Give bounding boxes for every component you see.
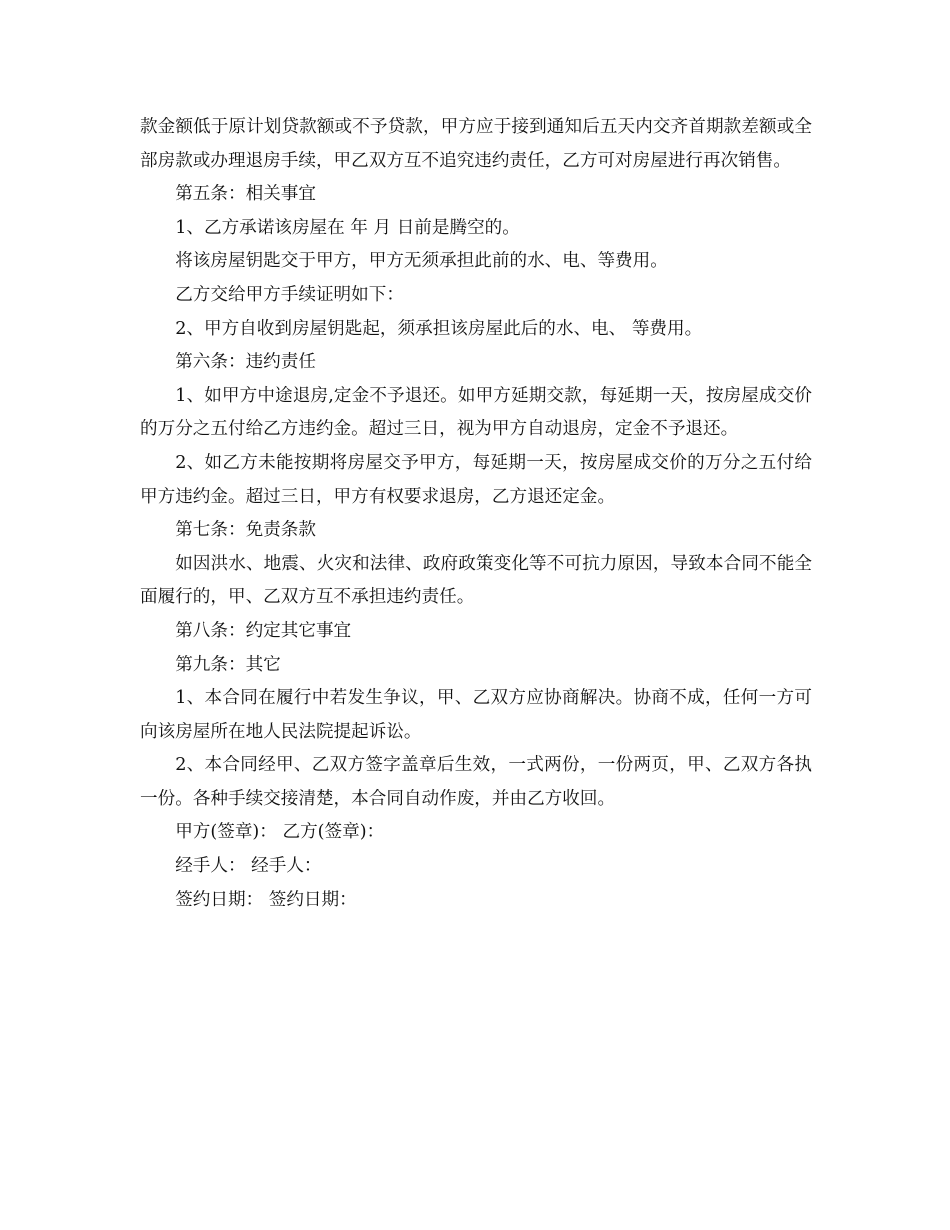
document-body (140, 111, 812, 917)
paragraph-loan-clause-continuation: 款金额低于原计划贷款额或不予贷款，甲方应于接到通知后五天内交齐首期款差额或全部房款或办理退房手续，甲乙双方互不追究违约责任，乙方可对房屋进行再次销售。 (140, 117, 812, 171)
paragraph-article-9-item-2: 2、本合同经甲、乙双方签字盖章后生效，一式两份，一份两页，甲、乙双方各执一份。各种手续交接清楚，本合同自动作废，并由乙方收回。 (140, 755, 812, 809)
heading-article-6: 第六条：违约责任 (175, 352, 316, 373)
heading-article-8: 第八条：约定其它事宜 (175, 620, 352, 641)
paragraph-article-6-item-2: 2、如乙方未能按期将房屋交予甲方，每延期一天，按房屋成交价的万分之五付给甲方违约金。超过三日，甲方有权要求退房，乙方退还定金。 (140, 452, 812, 507)
paragraph-article-5-item-2: 2、甲方自收到房屋钥匙起，须承担该房屋此后的水、电、 等费用。 (175, 318, 703, 339)
heading-article-5: 第五条：相关事宜 (175, 184, 316, 205)
paragraph-article-5-item-1: 1、乙方承诺该房屋在 年 月 日前是腾空的。 (175, 217, 520, 238)
signature-line-handlers: 经手人： 经手人： (175, 856, 322, 877)
paragraph-article-7-force-majeure: 如因洪水、地震、火灾和法律、政府政策变化等不可抗力原因，导致本合同不能全面履行的，甲、乙双方互不承担违约责任。 (140, 553, 812, 608)
paragraph-article-9-item-1: 1、本合同在履行中若发生争议，甲、乙双方应协商解决。协商不成，任何一方可向该房屋所在地人民法院提起诉讼。 (140, 688, 812, 742)
paragraph-article-5-documents: 乙方交给甲方手续证明如下： (175, 284, 404, 305)
signature-line-dates: 签约日期： 签约日期： (175, 889, 357, 910)
heading-article-7: 第七条：免责条款 (175, 520, 316, 541)
paragraph-article-5-keys: 将该房屋钥匙交于甲方，甲方无须承担此前的水、电、等费用。 (175, 251, 668, 272)
signature-line-parties: 甲方(签章)： 乙方(签章)： (175, 822, 385, 843)
paragraph-article-6-item-1: 1、如甲方中途退房,定金不予退还。如甲方延期交款，每延期一天，按房屋成交价的万分之五付给乙方违约金。超过三日，视为甲方自动退房，定金不予退还。 (140, 385, 812, 440)
heading-article-9: 第九条：其它 (175, 654, 281, 675)
